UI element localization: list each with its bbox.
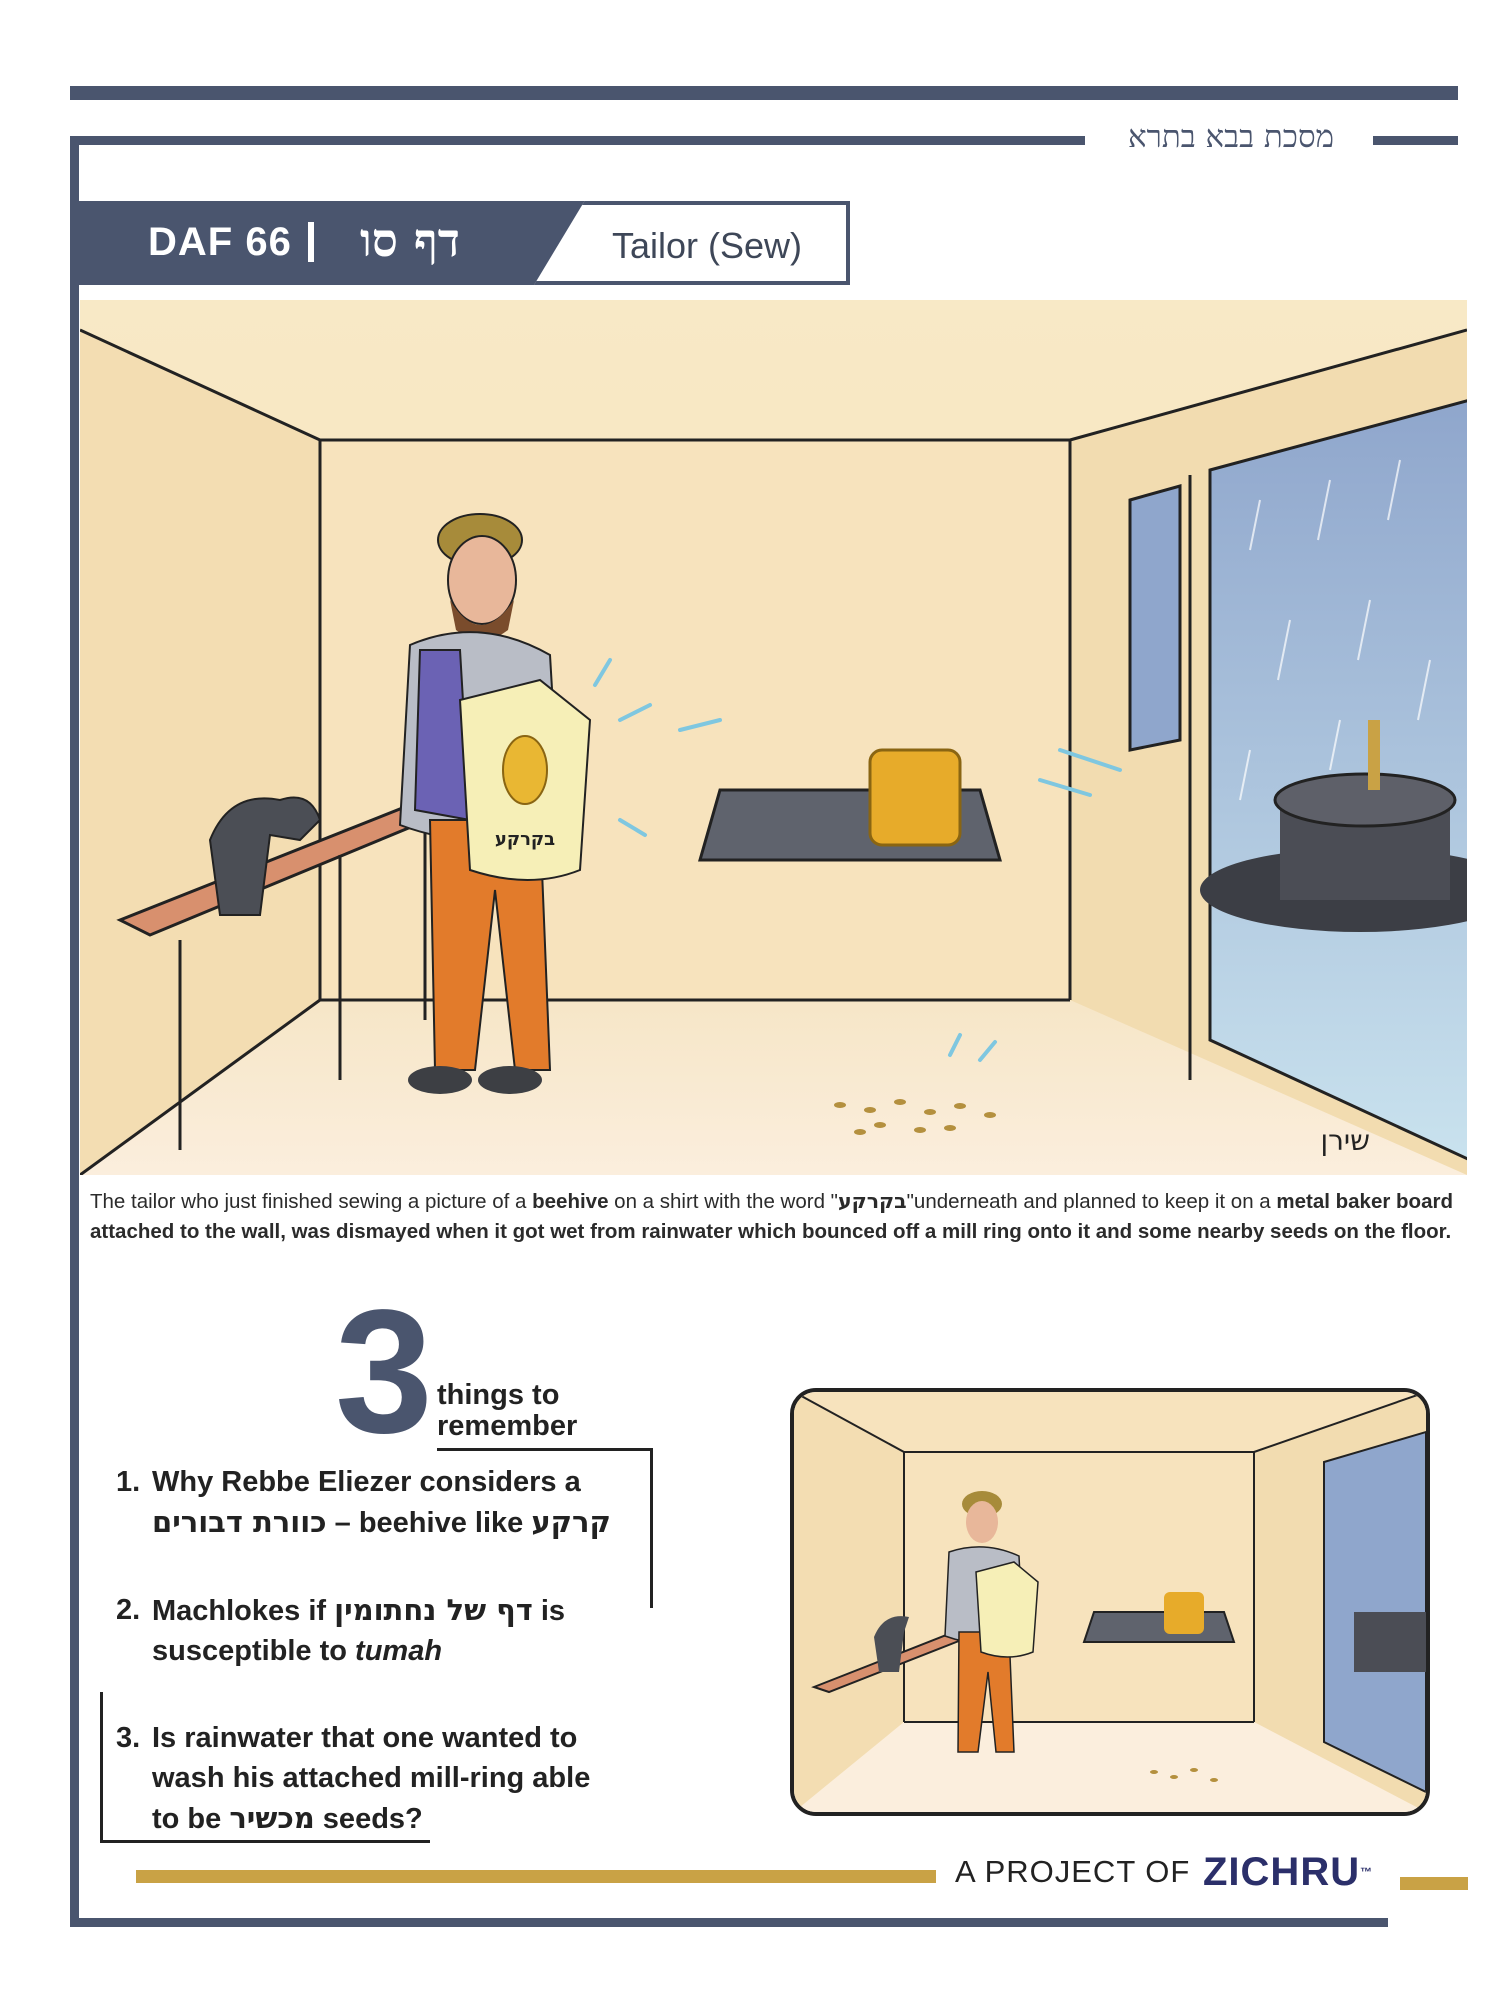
daf-hebrew: דף סו xyxy=(360,213,460,267)
item1-bracket xyxy=(650,1448,653,1608)
footer-gold-rule-right xyxy=(1400,1877,1468,1890)
tailor-room-illustration xyxy=(80,300,1467,1175)
item-hebrew: כוורת דבורים xyxy=(152,1505,327,1539)
things-heading-line1: things to xyxy=(437,1379,560,1411)
list-item-3 xyxy=(116,1718,632,1839)
item-text: seeds? xyxy=(314,1803,423,1835)
daf-number: DAF 66 xyxy=(148,220,292,264)
frame-top-rule-right xyxy=(1373,136,1458,145)
item3-bracket-bottom xyxy=(100,1840,430,1843)
caption-bold-2: metal baker board attached to the wall, was dismayed when it got wet from rainwater which bounced off a mill ring onto it and some nearby seeds on the floor. xyxy=(90,1190,1453,1243)
page-title: Tailor (Sew) xyxy=(612,225,803,266)
frame-top-rule xyxy=(70,136,1085,145)
illustration-caption xyxy=(90,1186,1485,1247)
list-item-2 xyxy=(116,1590,622,1671)
big-number-three: 3 xyxy=(335,1274,433,1470)
item-line: Why Rebbe Eliezer considers a xyxy=(152,1466,581,1498)
caption-text-1: The tailor who just finished sewing a picture of a xyxy=(90,1190,533,1213)
things-heading xyxy=(437,1380,577,1442)
item-number: 2. xyxy=(116,1594,141,1626)
item-text: – beehive like xyxy=(326,1507,532,1539)
item-text: to be xyxy=(152,1803,230,1835)
artist-signature: שירן xyxy=(1320,1124,1370,1157)
tractate-name: מסכת בבא בתרא xyxy=(1128,119,1334,155)
frame-left-rule xyxy=(70,136,79,1926)
item-text: Machlokes if xyxy=(152,1595,335,1627)
item-emphasis: tumah xyxy=(355,1635,443,1667)
heading-underline xyxy=(437,1448,653,1451)
item-line xyxy=(152,1502,622,1543)
item-line xyxy=(152,1798,632,1839)
things-heading-line2: remember xyxy=(437,1410,578,1442)
main-illustration xyxy=(80,300,1467,1175)
frame-bottom-rule xyxy=(70,1918,1388,1927)
tailor-room-thumbnail xyxy=(794,1392,1426,1812)
item-line xyxy=(152,1590,622,1631)
list-item-1 xyxy=(116,1462,622,1543)
item-text: is xyxy=(532,1595,566,1627)
zichru-logo xyxy=(1203,1848,1373,1896)
top-rule xyxy=(70,86,1458,100)
item-text: susceptible to xyxy=(152,1635,356,1667)
footer-gold-rule xyxy=(136,1870,936,1883)
caption-text-3: "underneath and planned to keep it on a xyxy=(906,1190,1277,1213)
daf-separator xyxy=(308,222,314,262)
footer-project-text: A PROJECT OF xyxy=(955,1854,1191,1889)
item3-bracket xyxy=(100,1692,103,1842)
item-number: 3. xyxy=(116,1722,141,1754)
caption-text-2: on a shirt with the word " xyxy=(608,1190,838,1213)
item-line xyxy=(152,1631,622,1671)
item-line: Is rainwater that one wanted to xyxy=(152,1722,578,1754)
caption-bold-hebrew: בקרקע xyxy=(837,1189,907,1213)
logo-text: ZICHRU xyxy=(1203,1850,1361,1894)
item-number: 1. xyxy=(116,1466,141,1498)
logo-trademark: ™ xyxy=(1360,1865,1374,1879)
item-hebrew: קרקע xyxy=(531,1505,611,1539)
item-line: wash his attached mill-ring able xyxy=(152,1762,591,1794)
item-hebrew: מכשיר xyxy=(229,1801,315,1835)
caption-bold-1: beehive xyxy=(532,1190,609,1213)
item-hebrew: דף של נחתומין xyxy=(334,1593,533,1627)
thumbnail-illustration xyxy=(790,1388,1430,1816)
shirt-text: בקרקע xyxy=(494,829,556,850)
